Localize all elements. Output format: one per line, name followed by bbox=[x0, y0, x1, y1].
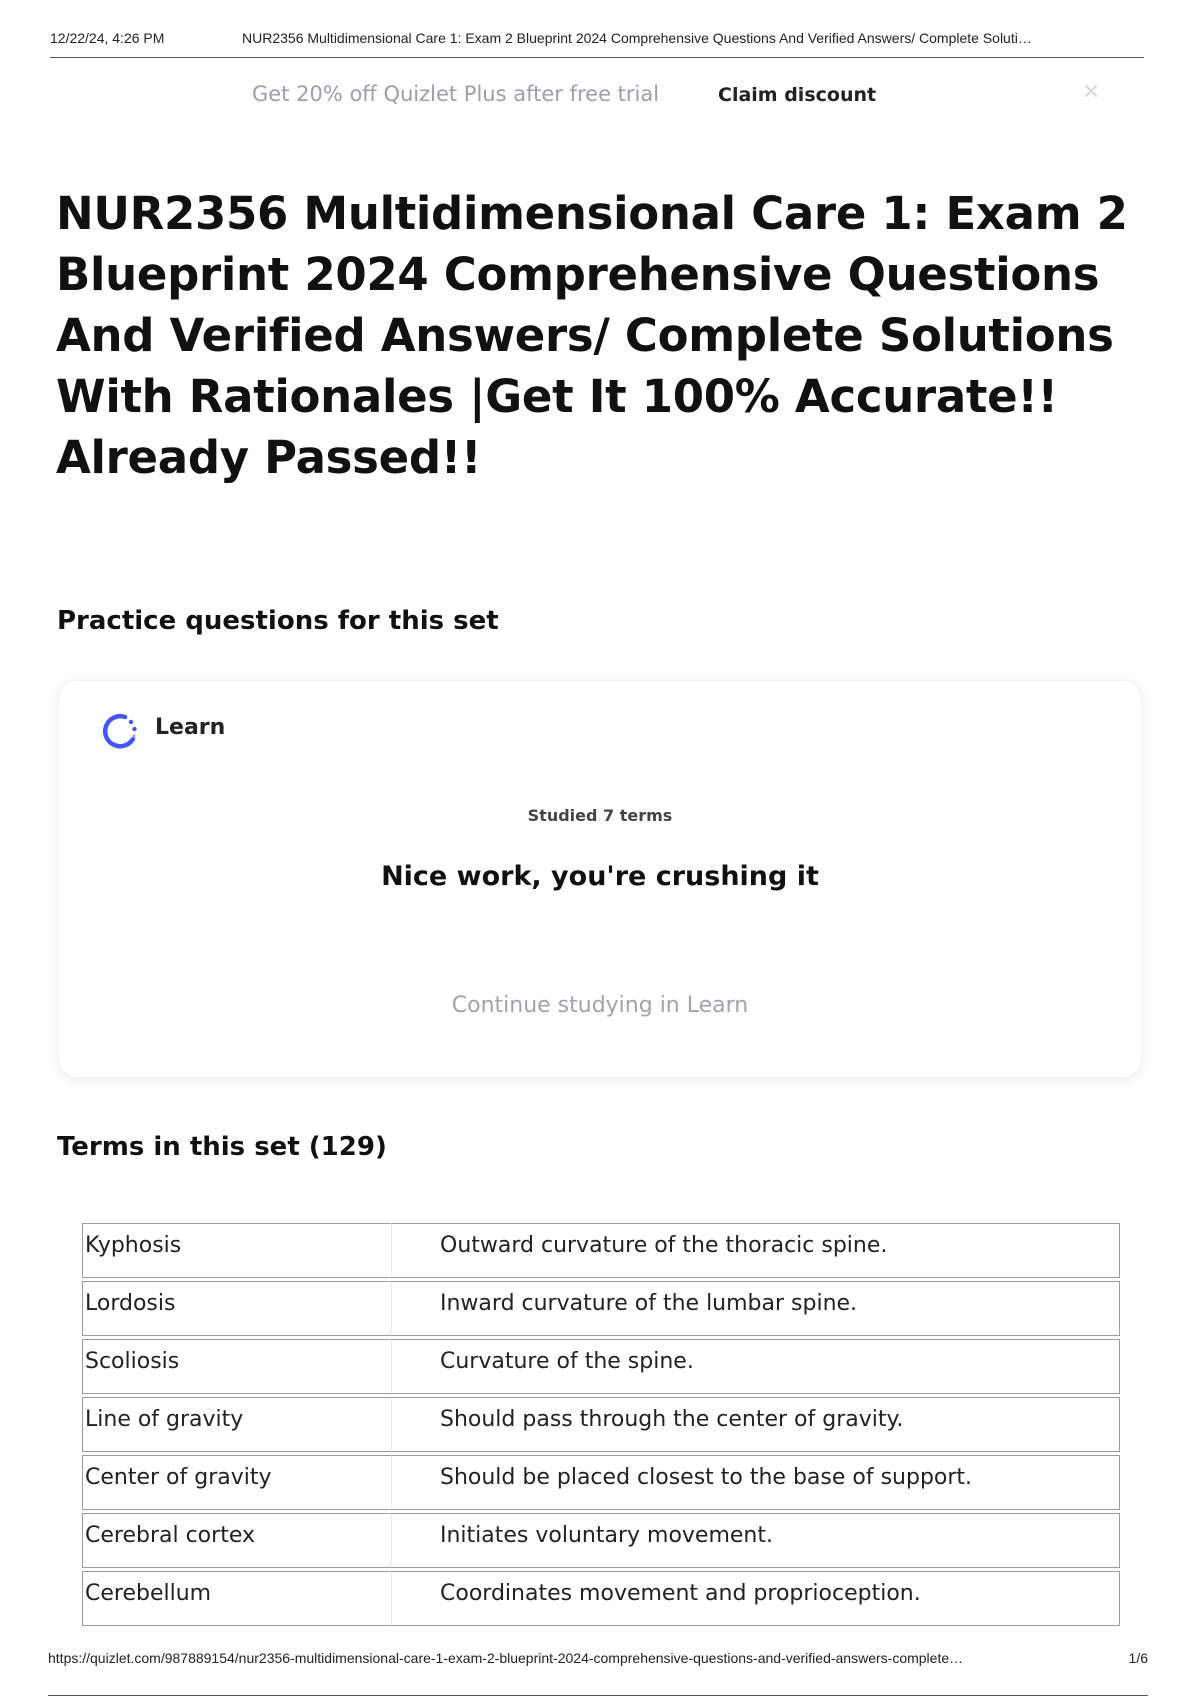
term-cell: Kyphosis bbox=[82, 1223, 392, 1278]
definition-cell: Coordinates movement and proprioception. bbox=[392, 1571, 1120, 1626]
term-cell: Lordosis bbox=[82, 1281, 392, 1336]
print-datetime: 12/22/24, 4:26 PM bbox=[50, 30, 165, 46]
term-cell: Center of gravity bbox=[82, 1455, 392, 1510]
studied-count: Studied 7 terms bbox=[527, 806, 673, 825]
page-title: NUR2356 Multidimensional Care 1: Exam 2 Blueprint 2024 Comprehensive Questions And Verified Answers/ Complete Solutions With Rationales |Get It 100% Accurate!! Already Passed!! bbox=[56, 187, 1128, 484]
promo-banner bbox=[0, 80, 1200, 112]
close-icon[interactable]: ✕ bbox=[1082, 80, 1101, 105]
definition-cell: Should pass through the center of gravity. bbox=[392, 1397, 1120, 1452]
promo-text: Get 20% off Quizlet Plus after free trial bbox=[252, 82, 660, 106]
term-cell: Cerebellum bbox=[82, 1571, 392, 1626]
print-doc-title: NUR2356 Multidimensional Care 1: Exam 2 Blueprint 2024 Comprehensive Questions And Verified Answers/ Complete Soluti… bbox=[242, 30, 1032, 46]
praise-message: Nice work, you're crushing it bbox=[381, 861, 819, 892]
page-number: 1/6 bbox=[1128, 1650, 1148, 1666]
print-header bbox=[50, 30, 1144, 58]
learn-card bbox=[58, 680, 1142, 1078]
table-row bbox=[82, 1223, 1120, 1278]
term-cell: Cerebral cortex bbox=[82, 1513, 392, 1568]
learn-progress-icon bbox=[97, 709, 141, 753]
practice-heading: Practice questions for this set bbox=[57, 606, 499, 636]
terms-table bbox=[82, 1220, 1120, 1629]
table-row bbox=[82, 1571, 1120, 1626]
definition-cell: Outward curvature of the thoracic spine. bbox=[392, 1223, 1120, 1278]
definition-cell: Should be placed closest to the base of support. bbox=[392, 1455, 1120, 1510]
print-footer bbox=[48, 1650, 1148, 1696]
table-row bbox=[82, 1397, 1120, 1452]
page-url: https://quizlet.com/987889154/nur2356-multidimensional-care-1-exam-2-blueprint-2024-comprehensive-questions-and-verified-answers-complete… bbox=[48, 1650, 964, 1666]
definition-cell: Inward curvature of the lumbar spine. bbox=[392, 1281, 1120, 1336]
claim-discount-button[interactable]: Claim discount bbox=[718, 84, 877, 106]
term-cell: Line of gravity bbox=[82, 1397, 392, 1452]
table-row bbox=[82, 1281, 1120, 1336]
definition-cell: Curvature of the spine. bbox=[392, 1339, 1120, 1394]
learn-label[interactable]: Learn bbox=[155, 715, 226, 740]
terms-heading: Terms in this set (129) bbox=[57, 1132, 387, 1162]
table-row bbox=[82, 1339, 1120, 1394]
term-cell: Scoliosis bbox=[82, 1339, 392, 1394]
definition-cell: Initiates voluntary movement. bbox=[392, 1513, 1120, 1568]
table-row bbox=[82, 1513, 1120, 1568]
continue-learn-button[interactable]: Continue studying in Learn bbox=[451, 993, 749, 1018]
table-row bbox=[82, 1455, 1120, 1510]
